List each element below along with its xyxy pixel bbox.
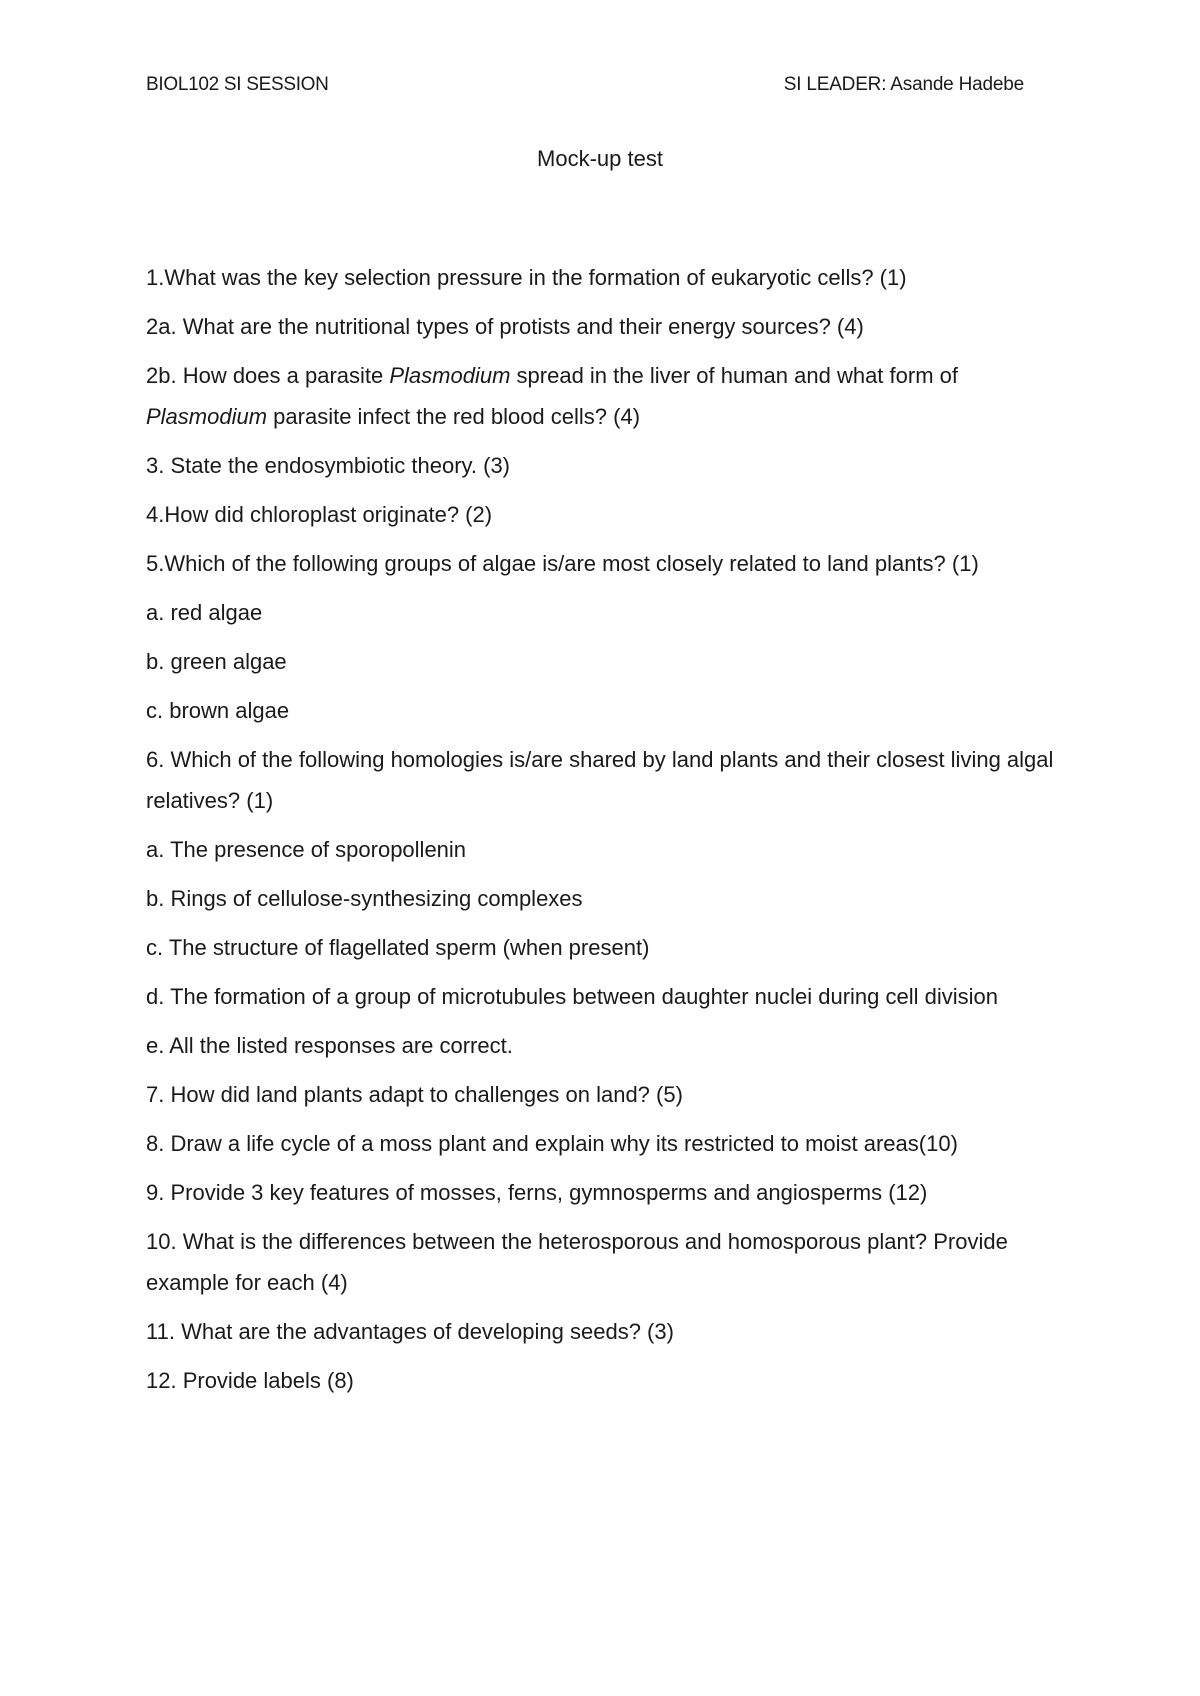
question-list <box>146 257 1066 1409</box>
question-12: 12. Provide labels (8) <box>146 1368 354 1393</box>
question-5-option-c: c. brown algae <box>146 698 290 723</box>
question-2b-text-3: parasite infect the red blood cells? (4) <box>267 404 641 429</box>
question-2b-italic-2: Plasmodium <box>146 404 268 429</box>
question-6: 6. Which of the following homologies is/are shared by land plants and their closest living algal relatives? (1) <box>146 747 1054 813</box>
question-10: 10. What is the differences between the heterosporous and homosporous plant? Provide example for each (4) <box>146 1229 1008 1295</box>
page-title: Mock-up test <box>537 146 663 171</box>
question-8: 8. Draw a life cycle of a moss plant and explain why its restricted to moist areas(10) <box>146 1131 958 1156</box>
question-2b-text-1: 2b. How does a parasite <box>146 363 390 388</box>
question-2b-text-2: spread in the liver of human and what form of <box>510 363 958 388</box>
question-5-option-a: a. red algae <box>146 600 263 625</box>
question-4: 4.How did chloroplast originate? (2) <box>146 502 493 527</box>
question-6-option-c: c. The structure of flagellated sperm (when present) <box>146 935 650 960</box>
question-2b <box>146 355 1066 437</box>
question-6-option-d: d. The formation of a group of microtubules between daughter nuclei during cell division <box>146 984 998 1009</box>
question-6-option-b: b. Rings of cellulose-synthesizing complexes <box>146 886 583 911</box>
si-leader-header <box>784 74 1024 96</box>
question-7: 7. How did land plants adapt to challenges on land? (5) <box>146 1082 683 1107</box>
question-5-option-b: b. green algae <box>146 649 287 674</box>
question-11: 11. What are the advantages of developing seeds? (3) <box>146 1319 674 1344</box>
si-leader-label: SI LEADER: <box>783 74 887 95</box>
question-2a: 2a. What are the nutritional types of protists and their energy sources? (4) <box>146 314 864 339</box>
question-5: 5.Which of the following groups of algae is/are most closely related to land plants? (1) <box>146 551 979 576</box>
question-2b-italic-1: Plasmodium <box>389 363 511 388</box>
si-leader-name: Asande Hadebe <box>886 74 1024 95</box>
question-3: 3. State the endosymbiotic theory. (3) <box>146 453 510 478</box>
question-9: 9. Provide 3 key features of mosses, ferns, gymnosperms and angiosperms (12) <box>146 1180 928 1205</box>
question-6-option-a: a. The presence of sporopollenin <box>146 837 467 862</box>
question-6-option-e: e. All the listed responses are correct. <box>146 1033 513 1058</box>
course-header: BIOL102 SI SESSION <box>146 74 329 95</box>
question-1: 1.What was the key selection pressure in the formation of eukaryotic cells? (1) <box>146 265 907 290</box>
